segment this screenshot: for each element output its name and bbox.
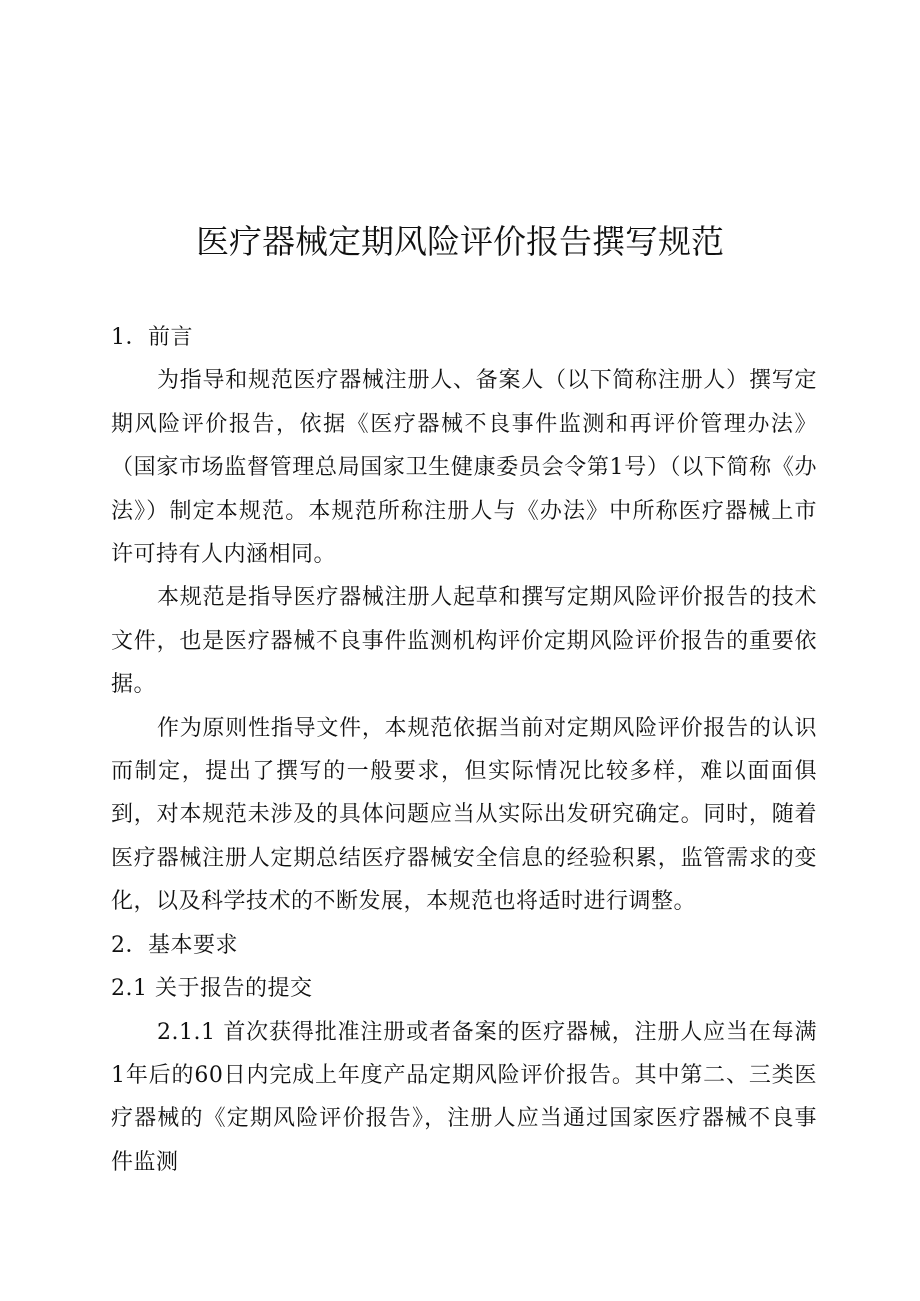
subsection-heading-report-submission: 2.1 关于报告的提交	[111, 976, 313, 1002]
document-body	[111, 316, 817, 1184]
document-title: 医疗器械定期风险评价报告撰写规范	[196, 222, 724, 261]
paragraph-purpose: 为指导和规范医疗器械注册人、备案人（以下简称注册人）撰写定期风险评价报告，依据《医疗器械不良事件监测和再评价管理办法》（国家市场监督管理总局国家卫生健康委员会令第1号）（以下简称《办法》）制定本规范。本规范所称注册人与《办法》中所称医疗器械上市许可持有人内涵相同。	[111, 368, 817, 568]
section-heading-preface: 1．前言	[111, 325, 193, 350]
paragraph-principle: 作为原则性指导文件，本规范依据当前对定期风险评价报告的认识而制定，提出了撰写的一般要求，但实际情况比较多样，难以面面俱到，对本规范未涉及的具体问题应当从实际出发研究确定。同时，随着医疗器械注册人定期总结医疗器械安全信息的经验积累，监管需求的变化，以及科学技术的不断发展，本规范也将适时进行调整。	[111, 715, 817, 915]
paragraph-scope: 本规范是指导医疗器械注册人起草和撰写定期风险评价报告的技术文件，也是医疗器械不良事件监测机构评价定期风险评价报告的重要依据。	[111, 585, 817, 698]
paragraph-2-1-1: 2.1.1 首次获得批准注册或者备案的医疗器械，注册人应当在每满1年后的60日内完成上年度产品定期风险评价报告。其中第二、三类医疗器械的《定期风险评价报告》，注册人应当通过国家医疗器械不良事件监测	[111, 1019, 817, 1175]
section-heading-basic-requirements: 2．基本要求	[111, 932, 238, 958]
